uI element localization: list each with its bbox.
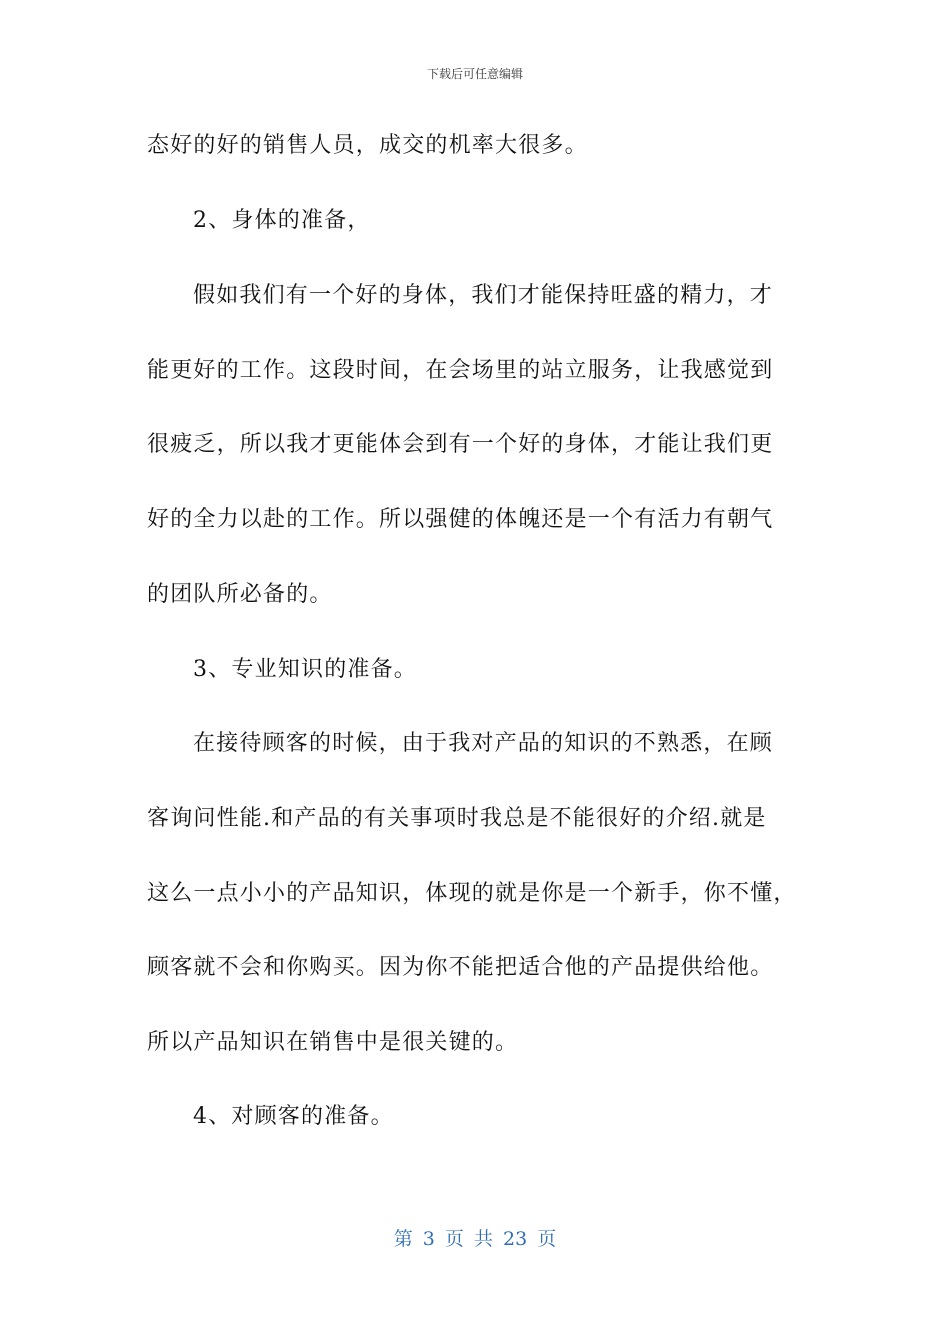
page-number: 第 3 页 共 23 页	[393, 1228, 557, 1250]
text-line: 这么一点小小的产品知识，体现的就是你是一个新手，你不懂，	[147, 881, 797, 906]
text-line: 在接待顾客的时候，由于我对产品的知识的不熟悉，在顾	[193, 731, 774, 756]
section-heading: 4、对顾客的准备。	[193, 1104, 394, 1129]
text-line: 顾客就不会和你购买。因为你不能把适合他的产品提供给他。	[147, 955, 774, 980]
text-line: 很疲乏，所以我才更能体会到有一个好的身体，才能让我们更	[147, 432, 774, 457]
text-line: 所以产品知识在销售中是很关键的。	[147, 1030, 519, 1055]
text-line: 的团队所必备的。	[147, 582, 333, 607]
section-heading: 3、专业知识的准备。	[193, 657, 417, 682]
text-line: 假如我们有一个好的身体，我们才能保持旺盛的精力，才	[193, 283, 774, 308]
header-note: 下载后可任意编辑	[426, 67, 523, 81]
section-heading: 2、身体的准备，	[193, 208, 371, 233]
text-line: 态好的好的销售人员，成交的机率大很多。	[147, 133, 588, 158]
text-line: 客询问性能.和产品的有关事项时我总是不能很好的介绍.就是	[147, 806, 767, 831]
text-line: 能更好的工作。这段时间，在会场里的站立服务，让我感觉到	[147, 358, 774, 383]
text-line: 好的全力以赴的工作。所以强健的体魄还是一个有活力有朝气	[147, 507, 774, 532]
